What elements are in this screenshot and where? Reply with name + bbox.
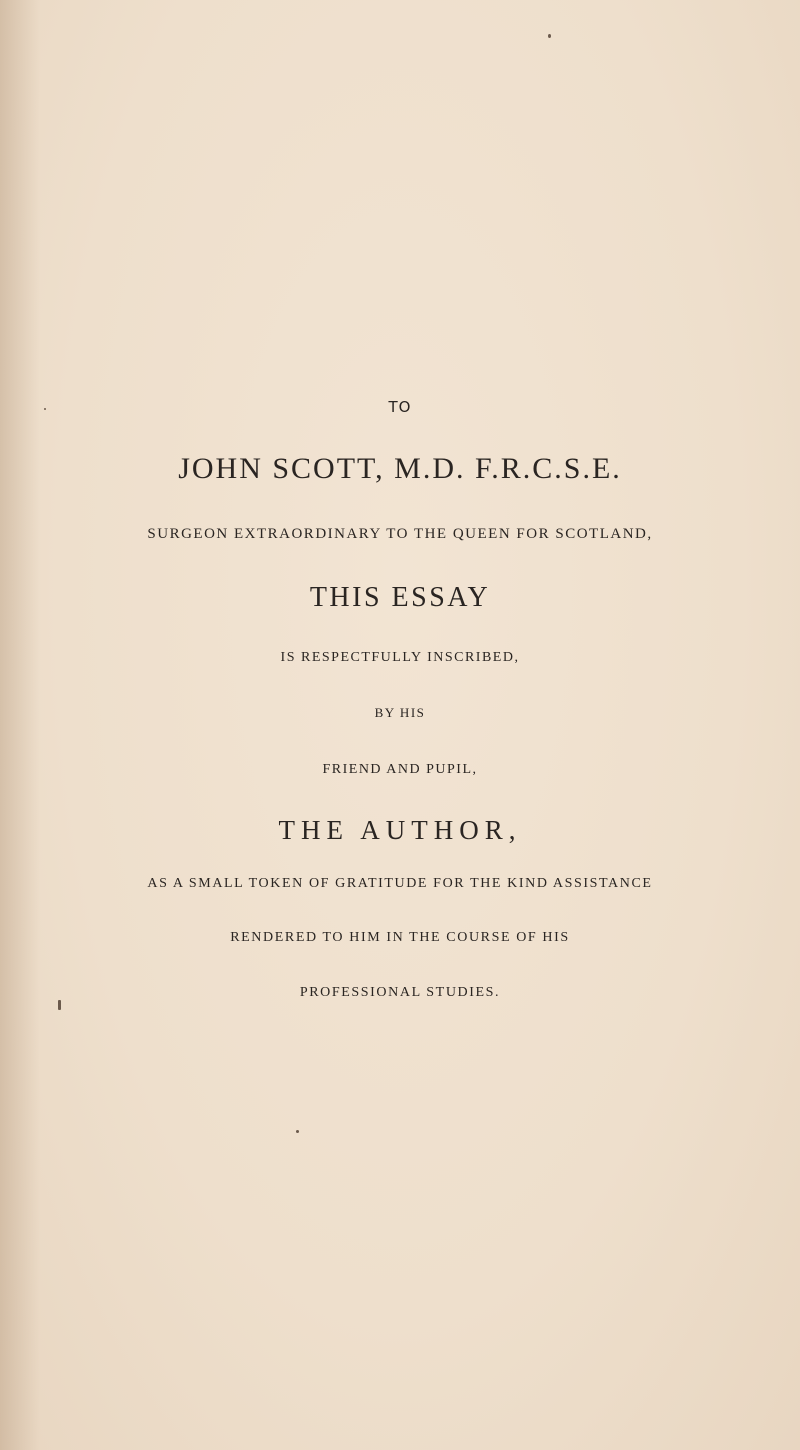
paper-speck [44, 408, 46, 410]
reason-line-3: PROFESSIONAL STUDIES. [299, 985, 501, 1000]
author-line: THE AUTHOR, [278, 815, 522, 845]
work-title: THIS ESSAY [309, 582, 491, 613]
dedicatee-title: SURGEON EXTRAORDINARY TO THE QUEEN FOR SCOTLAND, [147, 526, 653, 542]
reason-line-1: AS A SMALL TOKEN OF GRATITUDE FOR THE KIND ASSISTANCE [147, 876, 653, 891]
dedication-to: TO [388, 398, 412, 416]
reason-line-2: RENDERED TO HIM IN THE COURSE OF HIS [230, 930, 570, 945]
paper-speck [296, 1130, 299, 1133]
paper-speck [58, 1000, 61, 1010]
by-line: BY HIS [374, 705, 426, 720]
relation-line: FRIEND AND PUPIL, [322, 762, 478, 777]
paper-speck [548, 34, 551, 38]
page-edge-shadow [0, 0, 40, 1450]
dedicatee-name: JOHN SCOTT, M.D. F.R.C.S.E. [178, 452, 622, 485]
inscribed-line: IS RESPECTFULLY INSCRIBED, [280, 650, 520, 665]
